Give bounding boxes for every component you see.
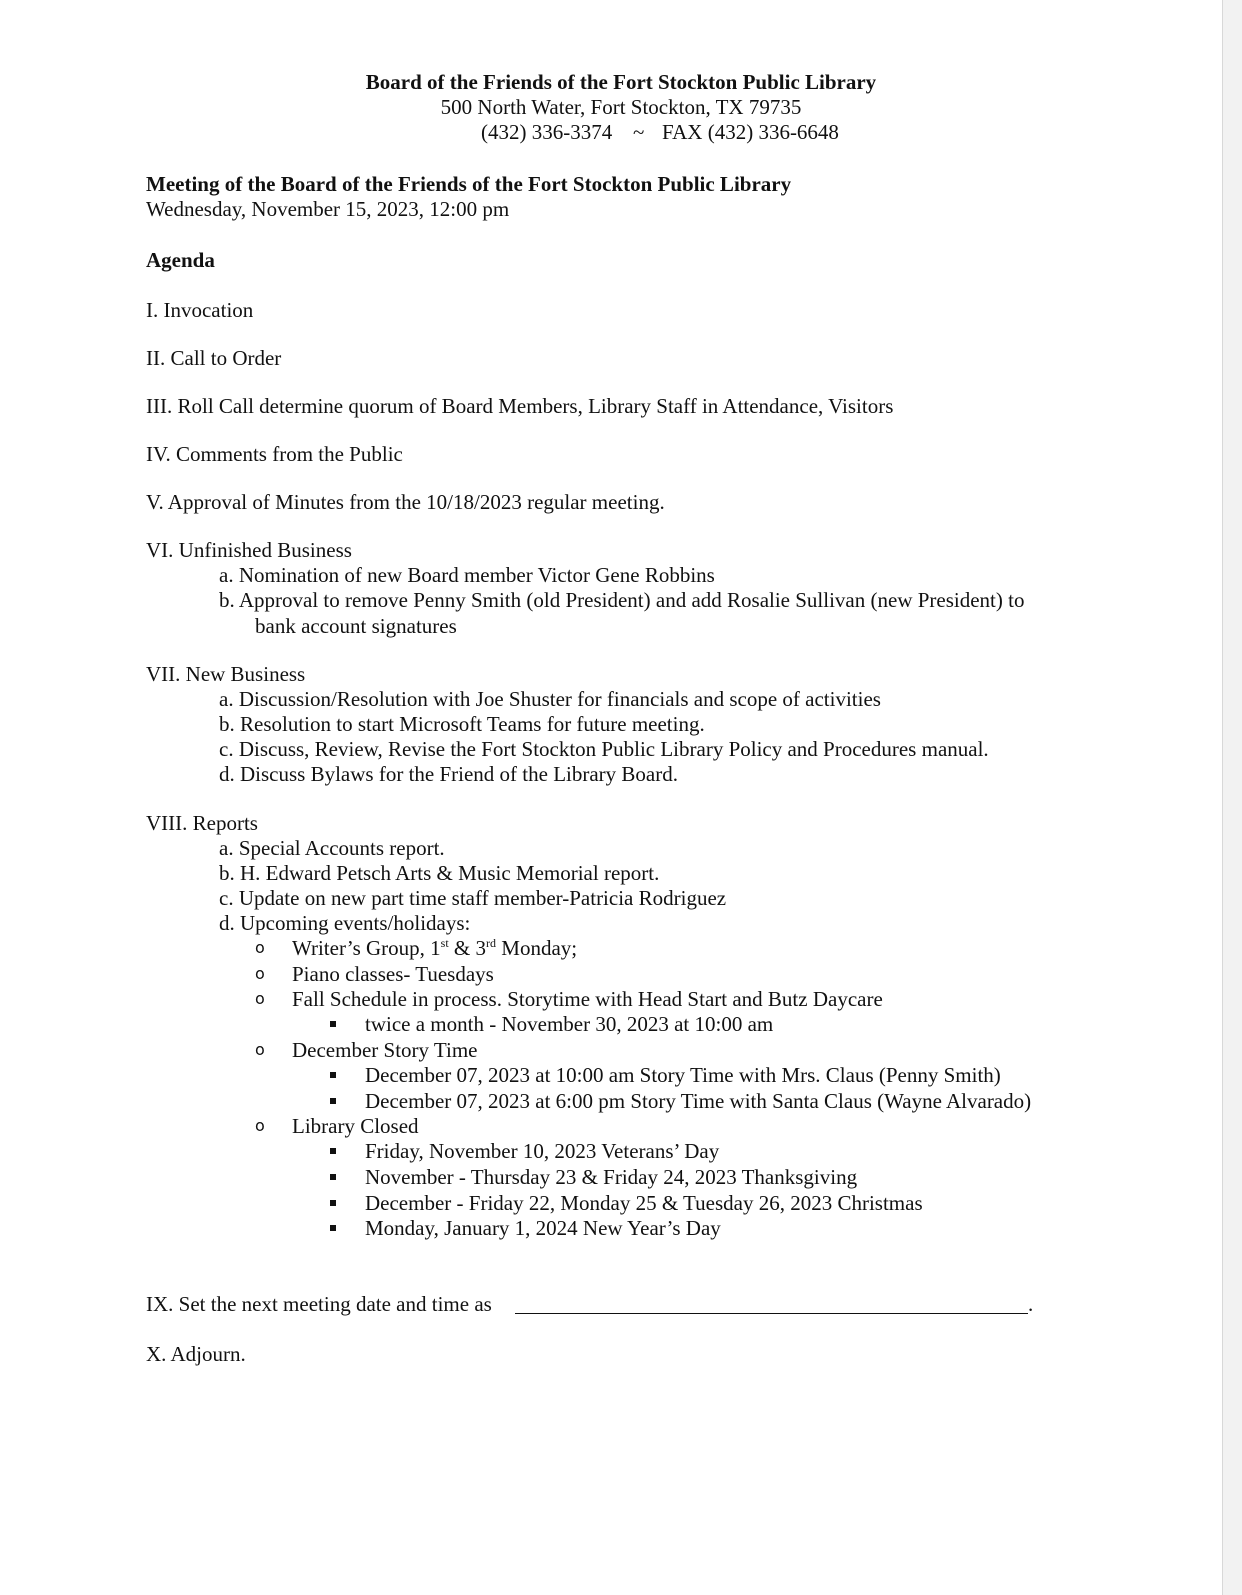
header-separator: ~ (633, 120, 645, 144)
agenda-vii-a: a. Discussion/Resolution with Joe Shuster for financials and scope of activities (219, 687, 881, 711)
org-address: 500 North Water, Fort Stockton, TX 79735 (440, 95, 802, 119)
square-bullet-icon (330, 1098, 336, 1104)
square-bullet-icon (330, 1021, 336, 1027)
agenda-item-vi: VI. Unfinished Business (146, 538, 352, 562)
agenda-viii-c: c. Update on new part time staff member-Patricia Rodriguez (219, 886, 727, 910)
event-fall-schedule: Fall Schedule in process. Storytime with Head Start and Butz Daycare (292, 987, 883, 1011)
closed-date-3: December - Friday 22, Monday 25 & Tuesday 26, 2023 Christmas (365, 1191, 923, 1215)
agenda-item-ii: II. Call to Order (146, 346, 282, 370)
event-fall-sub: twice a month - November 30, 2023 at 10:00 am (365, 1012, 774, 1036)
closed-date-1: Friday, November 10, 2023 Veterans’ Day (365, 1139, 720, 1163)
agenda-item-ix: IX. Set the next meeting date and time as (146, 1292, 492, 1316)
event-piano: Piano classes- Tuesdays (292, 962, 494, 986)
closed-date-2: November - Thursday 23 & Friday 24, 2023 Thanksgiving (365, 1165, 858, 1189)
event-library-closed: Library Closed (292, 1114, 419, 1138)
org-fax: FAX (432) 336-6648 (662, 120, 839, 144)
agenda-item-viii: VIII. Reports (146, 811, 258, 835)
circle-bullet-icon: o (255, 964, 265, 983)
agenda-item-x: X. Adjourn. (146, 1342, 246, 1366)
agenda-viii-b: b. H. Edward Petsch Arts & Music Memorial report. (219, 861, 660, 885)
agenda-item-iv: IV. Comments from the Public (146, 442, 403, 466)
circle-bullet-icon: o (255, 1116, 265, 1135)
circle-bullet-icon: o (255, 1040, 265, 1059)
agenda-vii-c: c. Discuss, Review, Revise the Fort Stockton Public Library Policy and Procedures manual. (219, 737, 989, 761)
square-bullet-icon (330, 1174, 336, 1180)
agenda-item-vii: VII. New Business (146, 662, 306, 686)
agenda-vi-b-cont: bank account signatures (255, 614, 457, 638)
next-meeting-blank-line (515, 1313, 1028, 1314)
square-bullet-icon (330, 1148, 336, 1154)
agenda-vi-a: a. Nomination of new Board member Victor Gene Robbins (219, 563, 715, 587)
closed-date-4: Monday, January 1, 2024 New Year’s Day (365, 1216, 721, 1240)
event-writers-group: Writer’s Group, 1st & 3rd Monday; (292, 936, 578, 960)
agenda-vii-b: b. Resolution to start Microsoft Teams for future meeting. (219, 712, 705, 736)
agenda-viii-a: a. Special Accounts report. (219, 836, 445, 860)
ix-period: . (1028, 1292, 1034, 1316)
agenda-item-iii: III. Roll Call determine quorum of Board Members, Library Staff in Attendance, Visitors (146, 394, 894, 418)
circle-bullet-icon: o (255, 938, 265, 957)
agenda-item-v: V. Approval of Minutes from the 10/18/2023 regular meeting. (146, 490, 665, 514)
agenda-item-i: I. Invocation (146, 298, 254, 322)
circle-bullet-icon: o (255, 989, 265, 1008)
agenda-vii-d: d. Discuss Bylaws for the Friend of the Library Board. (219, 762, 678, 786)
event-december-2: December 07, 2023 at 6:00 pm Story Time with Santa Claus (Wayne Alvarado) (365, 1089, 1032, 1113)
org-phone: (432) 336-3374 (481, 120, 613, 144)
square-bullet-icon (330, 1072, 336, 1078)
agenda-vi-b: b. Approval to remove Penny Smith (old President) and add Rosalie Sullivan (new President) to (219, 588, 1025, 612)
org-title: Board of the Friends of the Fort Stockton Public Library (365, 70, 877, 94)
meeting-datetime: Wednesday, November 15, 2023, 12:00 pm (146, 197, 510, 221)
event-december-1: December 07, 2023 at 10:00 am Story Time with Mrs. Claus (Penny Smith) (365, 1063, 1001, 1087)
agenda-viii-d: d. Upcoming events/holidays: (219, 911, 471, 935)
agenda-heading: Agenda (146, 248, 215, 272)
square-bullet-icon (330, 1200, 336, 1206)
event-december: December Story Time (292, 1038, 478, 1062)
square-bullet-icon (330, 1225, 336, 1231)
meeting-title: Meeting of the Board of the Friends of the Fort Stockton Public Library (146, 172, 792, 196)
